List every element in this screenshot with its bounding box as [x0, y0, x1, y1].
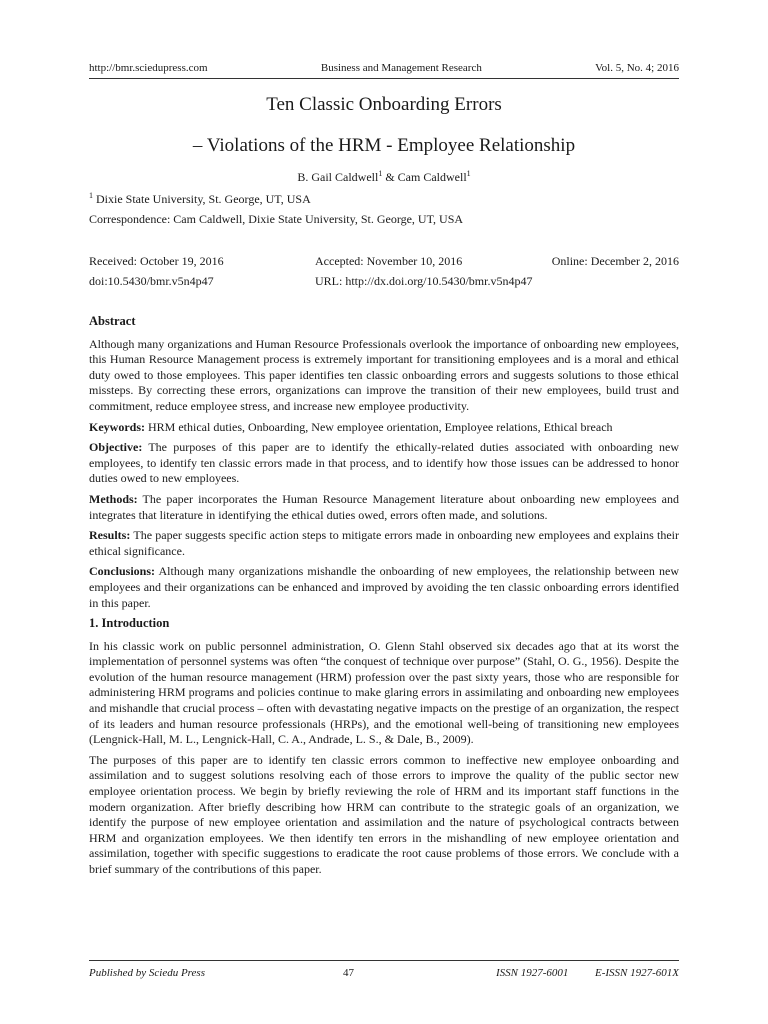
section-heading-introduction: 1. Introduction [89, 616, 170, 631]
affiliation-marker: 1 [89, 191, 93, 200]
methods [89, 492, 679, 523]
journal-name: Business and Management Research [320, 62, 482, 74]
author-separator: & [382, 170, 398, 184]
online-date: Online: December 2, 2016 [551, 254, 679, 268]
correspondence: Correspondence: Cam Caldwell, Dixie State University, St. George, UT, USA [89, 212, 464, 226]
author-list [89, 169, 679, 185]
received-date: Received: October 19, 2016 [89, 254, 224, 268]
results-label: Results: [89, 528, 131, 543]
accepted-date: Accepted: November 10, 2016 [315, 254, 463, 268]
results [89, 528, 679, 559]
objective-text: The purposes of this paper are to identify the ethically-related duties associated with onboarding new employees, to identify ten classic errors made in that process, and to identify how those issues can be addressed to honor duties owed to new employees. [89, 440, 679, 486]
author-name: B. Gail Caldwell [297, 170, 379, 184]
conclusions-text: Although many organizations mishandle the onboarding of new employees, the relationship between new employees and their organizations can be enhanced and improved by avoiding the ten classic onboarding errors identified in this paper. [89, 564, 679, 610]
affiliation [89, 191, 679, 207]
header-divider [89, 78, 679, 79]
affiliation-marker: 1 [466, 169, 471, 178]
publisher: Published by Sciedu Press [89, 967, 205, 979]
journal-url[interactable]: http://bmr.sciedupress.com [89, 62, 208, 74]
methods-label: Methods: [89, 491, 138, 506]
paper-title-line1: Ten Classic Onboarding Errors [266, 94, 502, 115]
objective-label: Objective: [89, 440, 143, 455]
introduction-paragraph: In his classic work on public personnel administration, O. Glenn Stahl observed six decades ago that at its worst the implementation of personnel systems was often “the conquest of technique over purpose” (Stahl, O. G., 1956). Despite the evolution of the human resource management (HRM) profession over the past sixty years, those who are responsible for administering HRM programs and policies continue to make glaring errors in assimilating and onboarding new employees and mishandle that crucial process – often with devastating negative impacts on the prestige of an organization, the respect of its leaders and human resource professionals (HRPs), and the emotional well-being of transitioning new employees (Lengnick-Hall, M. L., Lengnick-Hall, C. A., Andrade, L. S., & Dale, B., 2009). [89, 638, 679, 747]
paper-title-line2: – Violations of the HRM - Employee Relationship [192, 135, 576, 156]
methods-text: The paper incorporates the Human Resource Management literature about onboarding new employees and integrates that literature in identifying the ethical duties owed, errors often made, and solutions. [89, 491, 679, 522]
conclusions-label: Conclusions: [89, 564, 156, 579]
conclusions [89, 564, 679, 611]
doi: doi:10.5430/bmr.v5n4p47 [89, 274, 214, 288]
objective [89, 440, 679, 487]
keywords-label: Keywords: [89, 419, 145, 434]
introduction-paragraph: The purposes of this paper are to identify ten classic errors common to ineffective new employee onboarding and assimilation and to suggest solutions resolving each of those errors to improve the quality of the public sector new employee orientation process. We begin by briefly reviewing the role of HRM and its important staff functions in the modern organization. After briefly describing how HRM can contribute to the strategic goals of an organization, we identify the purpose of new employee orientation and assimilation and the nature of psychological contracts between HRM and organization employees. We then identify ten errors in the mishandling of new employee orientation and assimilation, together with specific suggestions to eradicate the root cause problems of those errors. We conclude with a brief summary of the contributions of this paper. [89, 752, 679, 876]
publication-dates [89, 253, 679, 293]
affiliation-marker: 1 [378, 169, 383, 178]
author-name: Cam Caldwell [397, 170, 467, 184]
issn: ISSN 1927-6001 [496, 967, 569, 979]
volume-info: Vol. 5, No. 4; 2016 [595, 62, 679, 74]
abstract-heading: Abstract [89, 314, 136, 328]
results-text: The paper suggests specific action steps to mitigate errors made in onboarding new employees and explains their ethical significance. [89, 528, 679, 558]
doi-url[interactable]: URL: http://dx.doi.org/10.5430/bmr.v5n4p47 [315, 274, 533, 288]
affiliation-text: Dixie State University, St. George, UT, USA [93, 192, 311, 206]
article-body [89, 314, 679, 883]
footer-divider [89, 960, 679, 961]
keywords-text: HRM ethical duties, Onboarding, New employee orientation, Employee relations, Ethical breach [145, 419, 613, 434]
keywords [89, 420, 679, 436]
page-number: 47 [343, 967, 354, 979]
eissn: E-ISSN 1927-601X [594, 967, 679, 979]
running-header [89, 61, 679, 75]
abstract-text: Although many organizations and Human Resource Professionals overlook the importance of onboarding new employees, this Human Resource Management process is extremely important for transitioning employees and is a moral and ethical duty owed to those employees. This paper identifies ten classic onboarding errors and suggests solutions to those ethical missteps. By correcting these errors, organizations can improve the transition of their new employees, build trust and commitment, reduce employee stress, and increase new employee productivity. [89, 336, 679, 413]
